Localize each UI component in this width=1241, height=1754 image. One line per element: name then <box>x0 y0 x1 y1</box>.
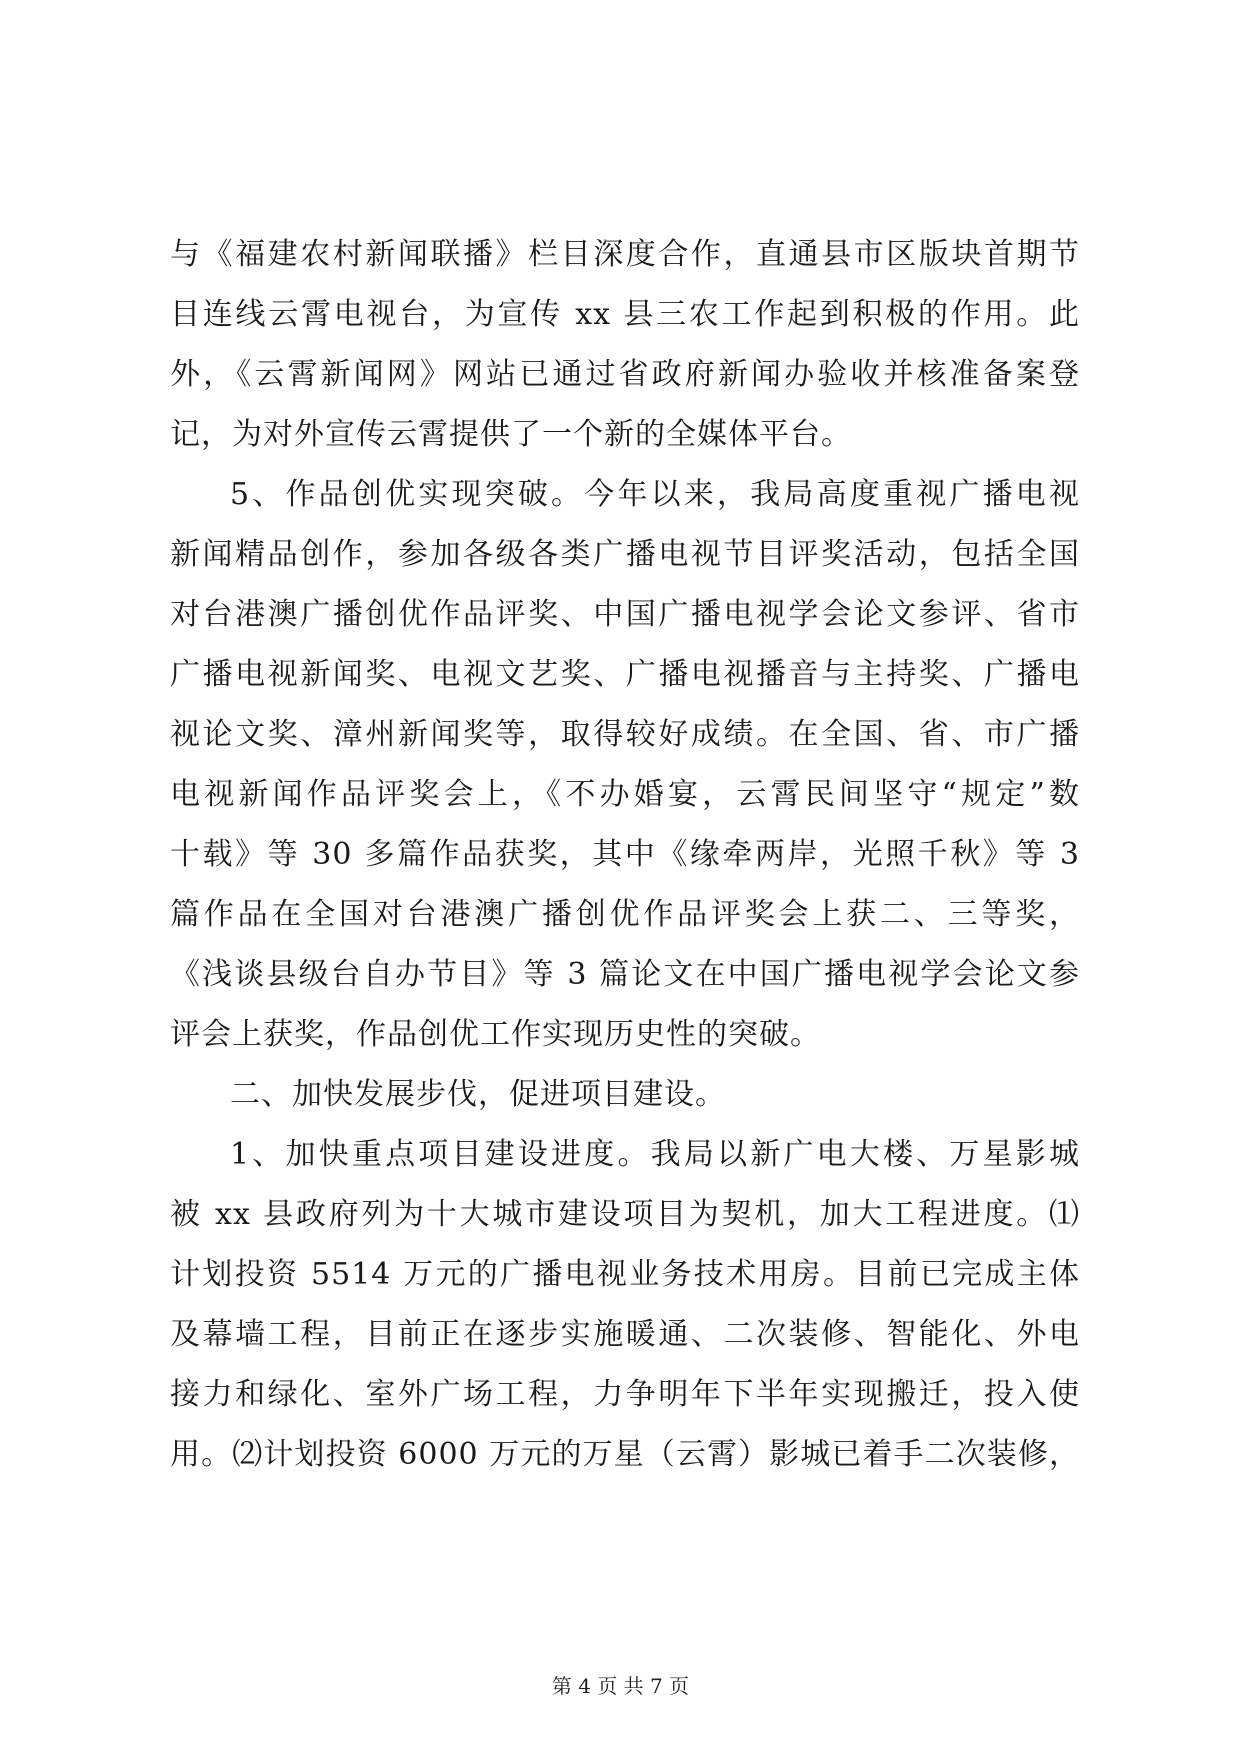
text-line: 被 xx 县政府列为十大城市建设项目为契机，加大工程进度。⑴ <box>170 1197 1080 1232</box>
text-line: 5、作品创优实现突破。今年以来，我局高度重视广播电视 <box>230 477 1080 512</box>
page-number-footer: 第 4 页 共 7 页 <box>551 1674 690 1698</box>
text-line: 接力和绿化、室外广场工程，力争明年下半年实现搬迁，投入使 <box>170 1377 1080 1412</box>
text-line: 篇作品在全国对台港澳广播创优作品评奖会上获二、三等奖， <box>170 897 1080 932</box>
text-line: 计划投资 5514 万元的广播电视业务技术用房。目前已完成主体 <box>170 1257 1080 1292</box>
text-line: 记，为对外宣传云霄提供了一个新的全媒体平台。 <box>170 417 852 452</box>
text-line: 新闻精品创作，参加各级各类广播电视节目评奖活动，包括全国 <box>170 537 1080 572</box>
text-line: 电视新闻作品评奖会上，《不办婚宴，云霄民间坚守“规定”数 <box>170 777 1080 812</box>
text-line: 及幕墙工程，目前正在逐步实施暖通、二次装修、智能化、外电 <box>170 1317 1080 1352</box>
text-line: 广播电视新闻奖、电视文艺奖、广播电视播音与主持奖、广播电 <box>170 657 1080 692</box>
body-text <box>170 225 1080 1485</box>
text-line: 十载》等 30 多篇作品获奖，其中《缘牵两岸，光照千秋》等 3 <box>170 837 1080 872</box>
text-line: 视论文奖、漳州新闻奖等，取得较好成绩。在全国、省、市广播 <box>170 717 1080 752</box>
text-line: 外，《云霄新闻网》网站已通过省政府新闻办验收并核准备案登 <box>170 357 1080 392</box>
text-line: 《浅谈县级台自办节目》等 3 篇论文在中国广播电视学会论文参 <box>170 957 1080 992</box>
text-line: 目连线云霄电视台，为宣传 xx 县三农工作起到积极的作用。此 <box>170 297 1080 332</box>
text-line: 1、加快重点项目建设进度。我局以新广电大楼、万星影城 <box>230 1137 1080 1172</box>
text-line: 与《福建农村新闻联播》栏目深度合作，直通县市区版块首期节 <box>170 237 1080 272</box>
text-line: 用。⑵计划投资 6000 万元的万星（云霄）影城已着手二次装修， <box>170 1437 1080 1472</box>
text-line: 评会上获奖，作品创优工作实现历史性的突破。 <box>170 1017 821 1052</box>
text-line: 对台港澳广播创优作品评奖、中国广播电视学会论文参评、省市 <box>170 597 1080 632</box>
text-line: 二、加快发展步伐，促进项目建设。 <box>230 1077 726 1112</box>
